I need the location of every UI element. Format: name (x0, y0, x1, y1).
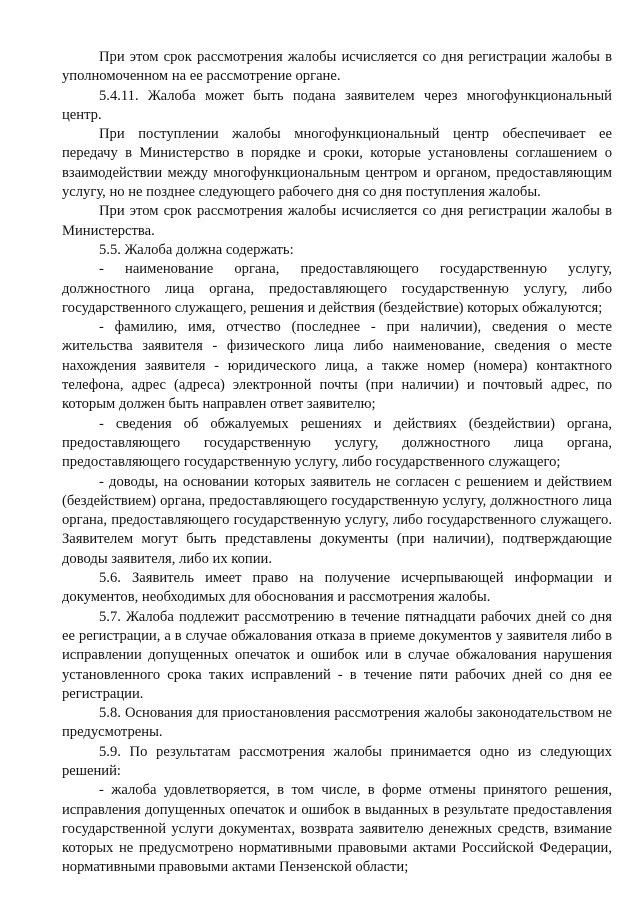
list-item-complaint-satisfied: - жалоба удовлетворяется, в том числе, в форме отмены принятого решения, исправления допущенных опечаток и ошибок в выданных в результате предоставления государственной услуги документах, возврата заявителю денежных средств, взимание которых не предусмотрено нормативными правовыми актами Российской Федерации, нормативными правовыми актами Пензенской области; (62, 782, 612, 876)
paragraph-5-6: 5.6. Заявитель имеет право на получение исчерпывающей информации и документов, необходимых для обоснования и рассмотрения жалобы. (62, 570, 612, 606)
paragraph-5-4-11: 5.4.11. Жалоба может быть подана заявителем через многофункциональный центр. (62, 87, 612, 123)
paragraph-5-7: 5.7. Жалоба подлежит рассмотрению в течение пятнадцати рабочих дней со дня ее регистрации, а в случае обжалования отказа в приеме документов у заявителя либо в исправлении допущенных опечаток и ошибок или в случае обжалования нарушения установленного срока таких исправлений - в течение пяти рабочих дней со дня ее регистрации. (62, 608, 612, 702)
paragraph-mfc-transfer: При поступлении жалобы многофункциональный центр обеспечивает ее передачу в Министерство в порядке и сроки, которые установлены соглашением о взаимодействии между многофункциональным центром и органом, предоставляющим услугу, но не позднее следующего рабочего дня со дня поступления жалобы. (62, 126, 612, 201)
paragraph-5-9: 5.9. По результатам рассмотрения жалобы принимается одно из следующих решений: (62, 743, 612, 779)
paragraph-review-term-ministry: При этом срок рассмотрения жалобы исчисляется со дня регистрации жалобы в Министерства. (62, 203, 612, 239)
list-item-body-name: - наименование органа, предоставляющего государственную услугу, должностного лица органа, предоставляющего государственную услугу, либо государственного служащего, решения и действия (бездействие) которых обжалуются; (62, 261, 612, 316)
list-item-applicant-info: - фамилию, имя, отчество (последнее - при наличии), сведения о месте жительства заявителя - физического лица либо наименование, сведения о месте нахождения заявителя - юридического лица, а также номер (номера) контактного телефона, адрес (адреса) электронной почты (при наличии) и почтовый адрес, по которым должен быть направлен ответ заявителю; (62, 319, 612, 413)
list-item-appealed-decisions: - сведения об обжалуемых решениях и действиях (бездействии) органа, предоставляющего государственную услугу, должностного лица органа, предоставляющего государственную услугу, либо государственного служащего; (62, 415, 612, 471)
document-page (62, 48, 612, 878)
list-item-arguments: - доводы, на основании которых заявитель не согласен с решением и действием (бездействием) органа, предоставляющего государственную услугу, должностного лица органа, предоставляющего государственную услугу, либо государственного служащего. Заявителем могут быть представлены документы (при наличии), подтверждающие доводы заявителя, либо их копии. (62, 473, 612, 567)
paragraph-review-term-authorized-body: При этом срок рассмотрения жалобы исчисляется со дня регистрации жалобы в уполномоченном на ее рассмотрение органе. (62, 49, 612, 85)
paragraph-5-8: 5.8. Основания для приостановления рассмотрения жалобы законодательством не предусмотрены. (62, 705, 612, 741)
paragraph-5-5: 5.5. Жалоба должна содержать: (99, 241, 294, 258)
